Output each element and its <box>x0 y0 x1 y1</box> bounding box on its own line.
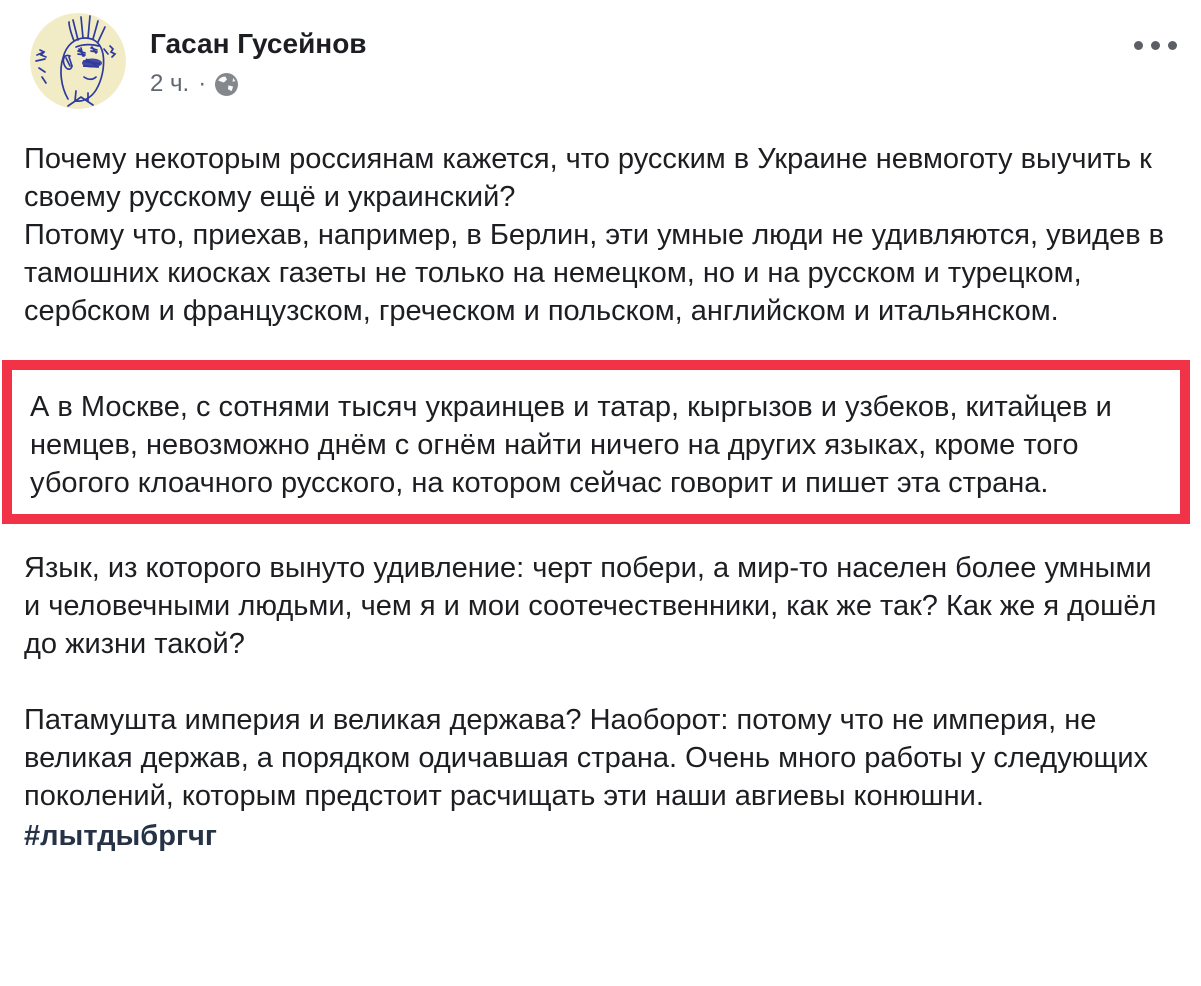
hand-drawn-face-avatar <box>30 13 126 109</box>
timestamp[interactable]: 2 ч. <box>150 70 190 97</box>
highlight-annotation-box <box>2 360 1190 524</box>
meta-separator: · <box>198 70 207 97</box>
author-name[interactable]: Гасан Гусейнов <box>150 28 367 59</box>
post-hashtag-link[interactable]: #лытдыбргчг <box>24 820 217 852</box>
post-header <box>0 0 1201 109</box>
post-paragraph: Потому что, приехав, например, в Берлин, эти умные люди не удивляются, увидев в тамошних киосках газеты не только на немецком, но и на русском и турецком, сербском и французском, греческом и польском, английском и итальянском. <box>24 219 1165 327</box>
post-paragraph: Почему некоторым россиянам кажется, что русским в Украине невмоготу выучить к своему русскому ещё и украинский? <box>24 143 1152 213</box>
ellipsis-icon <box>1168 41 1177 50</box>
globe-icon <box>215 73 238 96</box>
post-body <box>0 140 1201 855</box>
more-options-button[interactable] <box>1124 13 1183 60</box>
avatar[interactable] <box>30 13 126 109</box>
ellipsis-icon <box>1151 41 1160 50</box>
post-paragraph-highlighted: А в Москве, с сотнями тысяч украинцев и татар, кыргызов и узбеков, китайцев и немцев, невозможно днём с огнём найти ничего на других языках, кроме того убогого клоачного русского, на котором сейчас говорит и пишет эта страна. <box>30 391 1112 499</box>
post-paragraph: Язык, из которого вынуто удивление: черт побери, а мир-то населен более умными и человечными людьми, чем я и мои соотечественники, как же так? Как же я дошёл до жизни такой? <box>24 552 1157 660</box>
ellipsis-icon <box>1134 41 1143 50</box>
post-paragraph: Патамушта империя и великая держава? Наоборот: потому что не империя, не великая держав, а порядком одичавшая страна. Очень много работы у следующих поколений, которым предстоит расчищать эти наши авгиевы конюшни. <box>24 704 1149 812</box>
post-header-text <box>150 13 1124 98</box>
post-meta <box>150 70 1124 98</box>
